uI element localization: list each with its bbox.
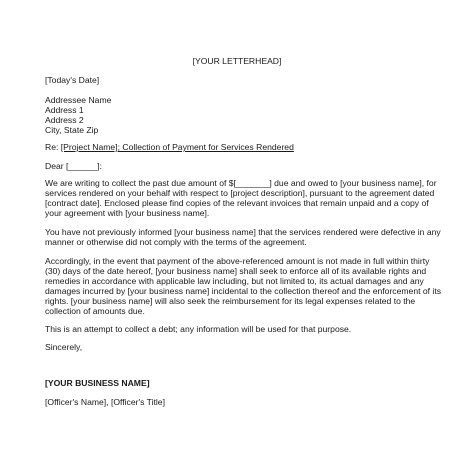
addressee-city: City, State Zip xyxy=(45,125,99,135)
paragraph-3-line: rights. [your business name] will also seek the reimbursement for its legal expenses related to the xyxy=(45,296,416,306)
addressee-address-1: Address 1 xyxy=(45,105,84,115)
re-subject: ; Collection of Payment for Services Rendered xyxy=(117,142,294,152)
date-line: [Today's Date] xyxy=(45,75,100,85)
letterhead: [YOUR LETTERHEAD] xyxy=(192,56,282,66)
salutation-blank: [______] xyxy=(66,161,100,171)
salutation-suffix: : xyxy=(99,161,102,171)
paragraph-2-line: manner or otherwise did not comply with the terms of the agreement. xyxy=(45,237,307,247)
paragraph-1-line: [contract date]. Enclosed please find copies of the relevant invoices that remain unpaid and a copy of xyxy=(45,198,429,208)
paragraph-3-line: damages incurred by [your business name] incidental to the collection thereof and the enforcement of its xyxy=(45,286,442,296)
paragraph-2-line: You have not previously informed [your business name] that the services rendered were defective in any xyxy=(45,227,441,237)
paragraph-3-line: (30) days of the date hereof, [your business name] shall seek to enforce all of its available rights and xyxy=(45,266,427,276)
re-line xyxy=(45,142,294,152)
re-project: [Project Name] xyxy=(60,142,118,152)
paragraph-1-line: your agreement with [your business name]. xyxy=(45,208,210,218)
re-label: Re: xyxy=(45,142,59,152)
paragraph-3-line: remedies in accordance with applicable law including, but not limited to, its actual damages and any xyxy=(45,276,424,286)
closing: Sincerely, xyxy=(45,342,83,352)
salutation-prefix: Dear xyxy=(45,161,67,171)
paragraph-3-line: Accordingly, in the event that payment of the above-referenced amount is not made in full within thirty xyxy=(45,256,430,266)
paragraph-3-line: collection of amounts due. xyxy=(45,306,145,316)
addressee-address-2: Address 2 xyxy=(45,115,84,125)
paragraph-1-line: We are writing to collect the past due amount of $[_______] due and owed to [your business name], for xyxy=(45,178,437,188)
paragraph-1-line: services rendered on your behalf with respect to [project description], pursuant to the agreement dated xyxy=(45,188,435,198)
officer-line: [Officer's Name], [Officer's Title] xyxy=(45,397,165,407)
addressee-name: Addressee Name xyxy=(45,95,112,105)
business-name: [YOUR BUSINESS NAME] xyxy=(45,378,150,388)
paragraph-4: This is an attempt to collect a debt; any information will be used for that purpose. xyxy=(45,324,352,334)
salutation xyxy=(45,161,102,171)
